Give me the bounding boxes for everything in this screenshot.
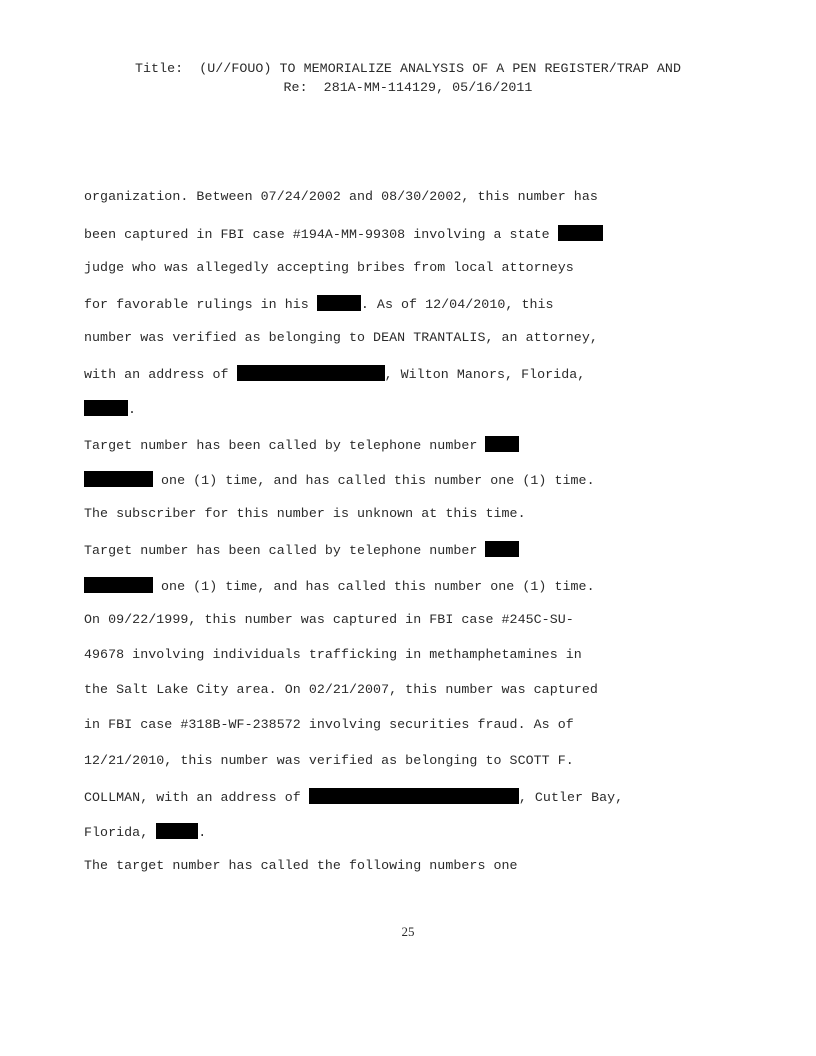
line-text: one (1) time, and has called this number one (1) time.	[153, 579, 595, 594]
body-line: number was verified as belonging to DEAN TRANTALIS, an attorney,	[84, 330, 598, 345]
redaction-block	[84, 577, 153, 593]
body-line	[84, 823, 206, 840]
body-line: 49678 involving individuals trafficking in methamphetamines in	[84, 647, 582, 662]
redaction-block	[237, 365, 385, 381]
body-line: the Salt Lake City area. On 02/21/2007, this number was captured	[84, 682, 598, 697]
redaction-block	[485, 541, 519, 557]
body-line	[84, 365, 585, 382]
header-title: Title: (U//FOUO) TO MEMORIALIZE ANALYSIS OF A PEN REGISTER/TRAP AND	[134, 61, 681, 76]
line-text: one (1) time, and has called this number one (1) time.	[153, 473, 595, 488]
body-line: 12/21/2010, this number was verified as belonging to SCOTT F.	[84, 753, 574, 768]
body-line	[84, 788, 623, 805]
body-line	[84, 295, 554, 312]
body-line	[84, 541, 519, 558]
line-text: Target number has been called by telephone number	[84, 543, 486, 558]
body-line	[84, 436, 519, 453]
line-text: , Cutler Bay,	[518, 790, 624, 805]
body-line	[84, 400, 136, 417]
header-re: Re: 281A-MM-114129, 05/16/2011	[283, 80, 533, 95]
redaction-block	[309, 788, 519, 804]
redaction-block	[84, 471, 153, 487]
redaction-block	[156, 823, 198, 839]
page-number: 25	[401, 924, 415, 939]
line-text: Florida,	[84, 825, 157, 840]
redaction-block	[317, 295, 361, 311]
body-line: in FBI case #318B-WF-238572 involving securities fraud. As of	[84, 717, 574, 732]
body-line: The subscriber for this number is unknown at this time.	[84, 506, 526, 521]
line-text: with an address of	[84, 367, 237, 382]
line-text: COLLMAN, with an address of	[84, 790, 309, 805]
body-line	[84, 471, 595, 488]
body-line: On 09/22/1999, this number was captured in FBI case #245C-SU-	[84, 612, 574, 627]
redaction-block	[485, 436, 519, 452]
redaction-block	[558, 225, 603, 241]
line-text: been captured in FBI case #194A-MM-99308 involving a state	[84, 227, 558, 242]
body-line: The target number has called the following numbers one	[84, 858, 518, 873]
line-text: . As of 12/04/2010, this	[360, 297, 554, 312]
line-text: .	[128, 402, 137, 417]
line-text: , Wilton Manors, Florida,	[384, 367, 586, 382]
line-text: for favorable rulings in his	[84, 297, 317, 312]
line-text: Target number has been called by telephone number	[84, 438, 486, 453]
body-line	[84, 577, 595, 594]
body-line: judge who was allegedly accepting bribes from local attorneys	[84, 260, 574, 275]
body-line	[84, 225, 603, 242]
redaction-block	[84, 400, 128, 416]
line-text: .	[198, 825, 207, 840]
body-line: organization. Between 07/24/2002 and 08/30/2002, this number has	[84, 189, 598, 204]
